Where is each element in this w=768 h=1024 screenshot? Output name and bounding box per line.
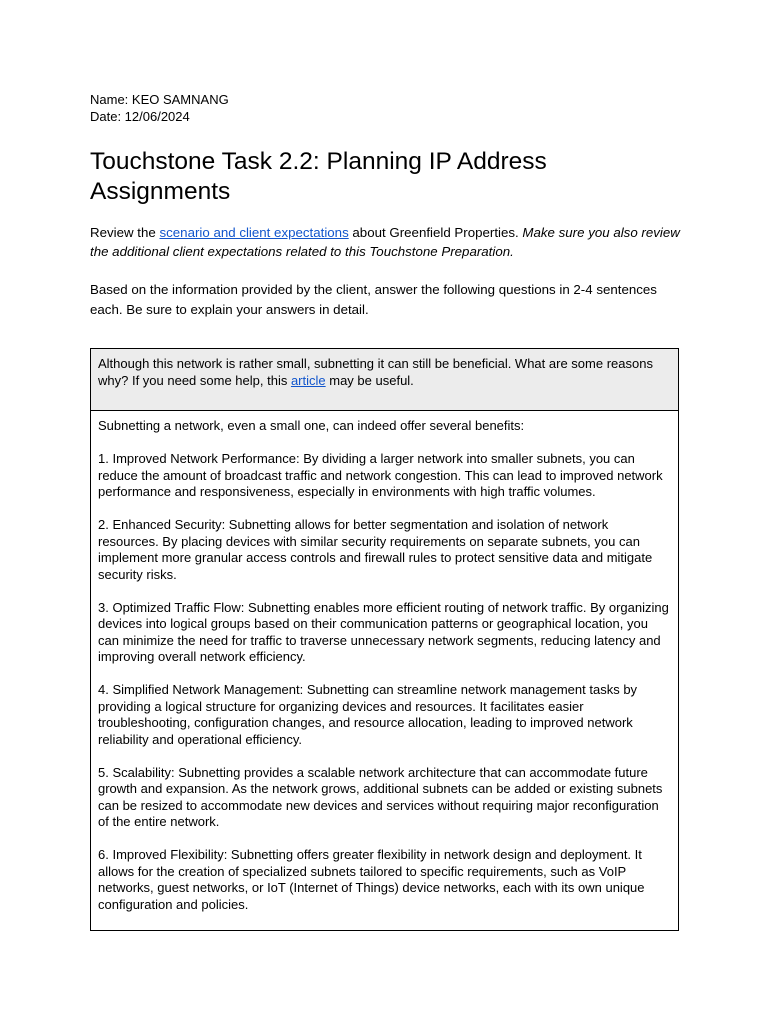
answer-cell [91,411,678,913]
italic-end: . [510,243,514,259]
review-suffix: about Greenfield Properties. [348,225,523,240]
article-link[interactable]: article [290,372,326,388]
name-line: Name: KEO SAMNANG [90,92,229,107]
answer-point: 5. Scalability: Subnetting provides a scalable network architecture that can accommodate future growth and expansion. As the network grows, additional subnets can be added or existing subnets can be resized to accommodate new devices and services without requiring major reconfiguration of the entire network. [98,764,663,829]
answer-point: 3. Optimized Traffic Flow: Subnetting enables more efficient routing of network traffic. By organizing devices into logical groups based on their communication patterns or geographical location, you can minimize the need for traffic to traverse unnecessary network segments, reducing latency and improving overall network efficiency. [98,599,669,664]
review-paragraph [90,224,690,261]
italic-note: Make sure you also review the additional client expectations related to this Touchstone Preparation [90,225,680,259]
answer-point: 2. Enhanced Security: Subnetting allows for better segmentation and isolation of network resources. By placing devices with similar security requirements on separate subnets, you can implement more granular access controls and firewall rules to protect sensitive data and mitigate security risks. [98,517,653,582]
answer-point: 6. Improved Flexibility: Subnetting offers greater flexibility in network design and deployment. It allows for the creation of specialized subnets tailored to specific requirements, such as VoIP networks, guest networks, or IoT (Internet of Things) device networks, each with its own unique configuration and policies. [98,847,645,912]
review-prefix: Review the [90,225,160,240]
answer-intro: Subnetting a network, even a small one, can indeed offer several benefits: [98,418,525,433]
answer-point: 1. Improved Network Performance: By dividing a larger network into smaller subnets, you can reduce the amount of broadcast traffic and network congestion. This can lead to improved network performance and responsiveness, especially in environments with high traffic volumes. [98,451,663,499]
instructions-paragraph: Based on the information provided by the client, answer the following questions in 2-4 sentences each. Be sure to explain your answers in detail. [90,282,657,317]
answer-point: 4. Simplified Network Management: Subnetting can streamline network management tasks by providing a logical structure for organizing devices and resources. It facilitates easier troubleshooting, configuration changes, and resource allocation, leading to improved network reliability and operational efficiency. [98,682,638,747]
student-info [90,92,229,125]
page-title: Touchstone Task 2.2: Planning IP Address Assignments [90,148,547,205]
date-line: Date: 12/06/2024 [90,108,190,124]
scenario-link[interactable]: scenario and client expectations [159,225,349,240]
question-text: Although this network is rather small, subnetting it can still be beneficial. What are some reasons why? If you need some help, this [98,356,653,388]
question-answer-table [90,348,679,931]
question-cell [91,349,678,411]
question-text-end: may be useful. [325,372,414,388]
